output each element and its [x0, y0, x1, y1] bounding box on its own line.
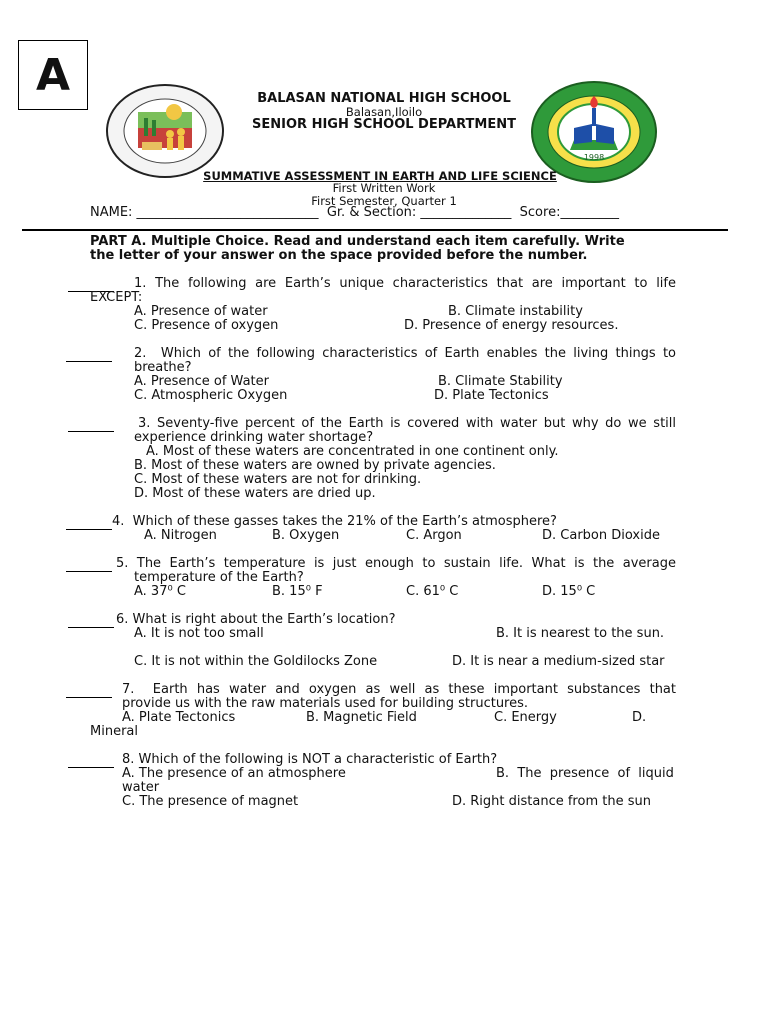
answer-blank-3[interactable] [68, 417, 114, 432]
q5-option-c: C. 61⁰ C [406, 584, 459, 599]
q7-option-d-cont: Mineral [90, 724, 138, 739]
answer-blank-6[interactable] [68, 613, 114, 628]
answer-blank-8[interactable] [68, 753, 114, 768]
student-info-line: NAME: ____________________________ Gr. & Section: ______________ Score:_________ [90, 205, 619, 220]
school-location: Balasan,Iloilo [345, 105, 423, 119]
instructions-line-2: the letter of your answer on the space provided before the number. [90, 248, 588, 263]
q1-option-b: B. Climate instability [448, 304, 583, 319]
q6-option-b: B. It is nearest to the sun. [496, 626, 665, 641]
q1-stem: 1. The following are Earth’s unique characteristics that are important to life [134, 276, 676, 291]
q6-option-c: C. It is not within the Goldilocks Zone [134, 654, 378, 669]
instructions-line-1: PART A. Multiple Choice. Read and understand each item carefully. Write [90, 234, 625, 249]
q8-option-b-cont: water [122, 780, 160, 795]
q5-option-a: A. 37⁰ C [134, 584, 186, 599]
q5-stem: 5. The Earth’s temperature is just enough to sustain life. What is the average [116, 556, 676, 571]
q3-option-c: C. Most of these waters are not for drinking. [134, 472, 422, 487]
q8-option-b: B. The presence of liquid [496, 766, 674, 781]
q2-option-d: D. Plate Tectonics [434, 388, 549, 403]
header-divider [22, 229, 728, 231]
q5-stem-cont: temperature of the Earth? [134, 570, 304, 585]
q8-option-a: A. The presence of an atmosphere [122, 766, 346, 781]
q7-option-b: B. Magnetic Field [306, 710, 417, 725]
deped-seal-icon [104, 82, 226, 180]
set-label: A [18, 40, 88, 110]
answer-blank-2[interactable] [66, 347, 112, 362]
q3-option-a: A. Most of these waters are concentrated in one continent only. [146, 444, 559, 459]
q2-stem: 2. Which of the following characteristics of Earth enables the living things to [134, 346, 676, 361]
semester: First Semester, Quarter 1 [311, 194, 457, 208]
q3-stem: 3. Seventy-five percent of the Earth is covered with water but why do we still [138, 416, 676, 431]
q4-option-c: C. Argon [406, 528, 462, 543]
q2-stem-cont: breathe? [134, 360, 192, 375]
answer-blank-5[interactable] [66, 557, 112, 572]
q7-option-c: C. Energy [494, 710, 557, 725]
q8-option-c: C. The presence of magnet [122, 794, 299, 809]
q6-option-a: A. It is not too small [134, 626, 264, 641]
q8-stem: 8. Which of the following is NOT a characteristic of Earth? [122, 752, 498, 767]
q7-option-d: D. [632, 710, 647, 725]
q8-option-d: D. Right distance from the sun [452, 794, 651, 809]
q4-option-a: A. Nitrogen [144, 528, 217, 543]
department-name: SENIOR HIGH SCHOOL DEPARTMENT [252, 117, 516, 132]
q2-option-b: B. Climate Stability [438, 374, 563, 389]
q7-stem: 7. Earth has water and oxygen as well as these important substances that [122, 682, 676, 697]
q2-option-c: C. Atmospheric Oxygen [134, 388, 288, 403]
q7-stem-cont: provide us with the raw materials used for building structures. [122, 696, 529, 711]
q4-stem: 4. Which of these gasses takes the 21% of the Earth’s atmosphere? [112, 514, 557, 529]
exam-title: SUMMATIVE ASSESSMENT IN EARTH AND LIFE SCIENCE [203, 169, 557, 183]
answer-blank-4[interactable] [66, 515, 112, 530]
q3-option-b: B. Most of these waters are owned by private agencies. [134, 458, 496, 473]
q4-option-d: D. Carbon Dioxide [542, 528, 660, 543]
q1-option-c: C. Presence of oxygen [134, 318, 279, 333]
q5-option-d: D. 15⁰ C [542, 584, 596, 599]
school-name: BALASAN NATIONAL HIGH SCHOOL [257, 91, 511, 106]
logo-year: 1998 [583, 153, 605, 162]
q7-option-a: A. Plate Tectonics [122, 710, 236, 725]
q1-option-d: D. Presence of energy resources. [404, 318, 619, 333]
q6-option-d: D. It is near a medium-sized star [452, 654, 665, 669]
q4-option-b: B. Oxygen [272, 528, 340, 543]
work-type: First Written Work [332, 181, 436, 195]
q1-stem-cont: EXCEPT: [90, 290, 143, 305]
q2-option-a: A. Presence of Water [134, 374, 269, 389]
q3-option-d: D. Most of these waters are dried up. [134, 486, 376, 501]
q3-stem-cont: experience drinking water shortage? [134, 430, 374, 445]
answer-blank-7[interactable] [66, 683, 112, 698]
q1-option-a: A. Presence of water [134, 304, 268, 319]
q6-stem: 6. What is right about the Earth’s location? [116, 612, 396, 627]
q5-option-b: B. 15⁰ F [272, 584, 323, 599]
